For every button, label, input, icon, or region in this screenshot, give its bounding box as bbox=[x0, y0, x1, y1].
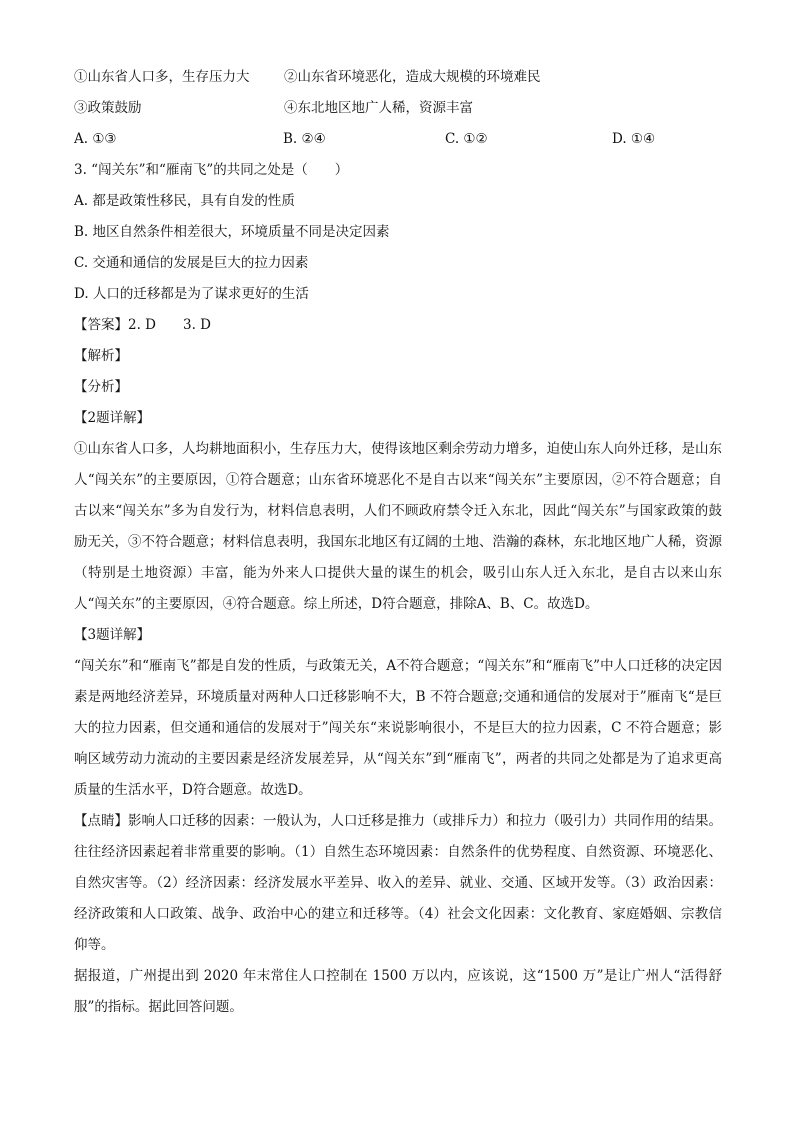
dianjing-paragraph bbox=[74, 806, 722, 961]
q2-option-2: ②山东省环境恶化，造成大规模的环境难民 bbox=[284, 69, 541, 85]
q2-choice-d: D. ①④ bbox=[612, 131, 656, 147]
detail3-text: “闯关东”和“雁南飞”都是自发的性质，与政策无关，A不符合题意；“闯关东”和“雁南飞”中人口迁移的决定因素是两地经济差异，环境质量对两种人口迁移影响不大，B 不符合题意;交通和通信的发展对于”雁南飞“是巨大的拉力因素，但交通和通信的发展对于”闯关东“来说影响很小，不是巨大的拉力因素，C 不符合题意；影响区域劳动力流动的主要因素是经济发展差异，从“闯关东”到“雁南飞”，两者的共同之处都是为了追求更高质量的生活水平，D符合题意。故选D。 bbox=[74, 658, 722, 798]
analysis-label: 【解析】 bbox=[74, 348, 128, 364]
dianjing-text: 影响人口迁移的因素：一般认为，人口迁移是推力（或排斥力）和拉力（吸引力）共同作用的结果。往往经济因素起着非常重要的影响。（1）自然生态环境因素：自然条件的优势程度、自然资源、环境恶化、自然灾害等。（2）经济因素：经济发展水平差异、收入的差异、就业、交通、区域开发等。（3）政治因素：经济政策和人口政策、战争、政治中心的建立和迁移等。（4）社会文化因素：文化教育、家庭婚姻、宗教信仰等。 bbox=[74, 813, 722, 953]
detail2-label: 【2题详解】 bbox=[74, 410, 151, 426]
q2-option-1: ①山东省人口多，生存压力大 bbox=[74, 69, 250, 85]
q3-stem: 3. “闯关东”和“雁南飞”的共同之处是（ ） bbox=[74, 162, 349, 178]
q2-choices bbox=[74, 124, 722, 155]
q2-choice-c: C. ①② bbox=[445, 131, 488, 147]
answer-line bbox=[74, 310, 722, 341]
fenxi-label: 【分析】 bbox=[74, 379, 128, 395]
document-content bbox=[74, 62, 722, 1023]
q2-choice-b: B. ②④ bbox=[283, 131, 326, 147]
q2-options-row-2 bbox=[74, 93, 722, 124]
detail2-text: ①山东省人口多，人均耕地面积小，生存压力大，使得该地区剩余劳动力增多，迫使山东人向外迁移，是山东人“闯关东”的主要原因，①符合题意；山东省环境恶化不是自古以来“闯关东”主要原因，②不符合题意；自古以来“闯关东”多为自发行为，材料信息表明，人们不顾政府禁令迁入东北，因此“闯关东”与国家政策的鼓励无关，③不符合题意；材料信息表明，我国东北地区有辽阔的土地、浩瀚的森林，东北地区地广人稀，资源（特别是土地资源）丰富，能为外来人口提供大量的谋生的机会，吸引山东人迁入东北，是自古以来山东人“闯关东”的主要原因，④符合题意。综上所述，D符合题意，排除A、B、C。故选D。 bbox=[74, 441, 722, 612]
q2-option-3: ③政策鼓励 bbox=[74, 100, 142, 116]
q3-choice-a: A. 都是政策性移民，具有自发的性质 bbox=[74, 193, 295, 209]
q3-choice-d: D. 人口的迁移都是为了谋求更好的生活 bbox=[74, 286, 309, 302]
q2-options-row-1 bbox=[74, 62, 722, 93]
detail3-label: 【3题详解】 bbox=[74, 627, 151, 643]
q2-option-4: ④东北地区地广人稀，资源丰富 bbox=[284, 100, 473, 116]
dianjing-label: 【点睛】 bbox=[74, 813, 128, 829]
q3-choice-b: B. 地区自然条件相差很大，环境质量不同是决定因素 bbox=[74, 224, 390, 240]
intro-paragraph: 据报道，广州提出到 2020 年末常住人口控制在 1500 万以内，应该说，这“1500 万”是让广州人“活得舒服”的指标。据此回答问题。 bbox=[74, 968, 722, 1015]
answer-label: 【答案】 bbox=[74, 317, 128, 333]
q2-choice-a: A. ①③ bbox=[74, 131, 117, 147]
q3-choice-c: C. 交通和通信的发展是巨大的拉力因素 bbox=[74, 255, 309, 271]
answer-text: 2. D 3. D bbox=[128, 317, 211, 333]
